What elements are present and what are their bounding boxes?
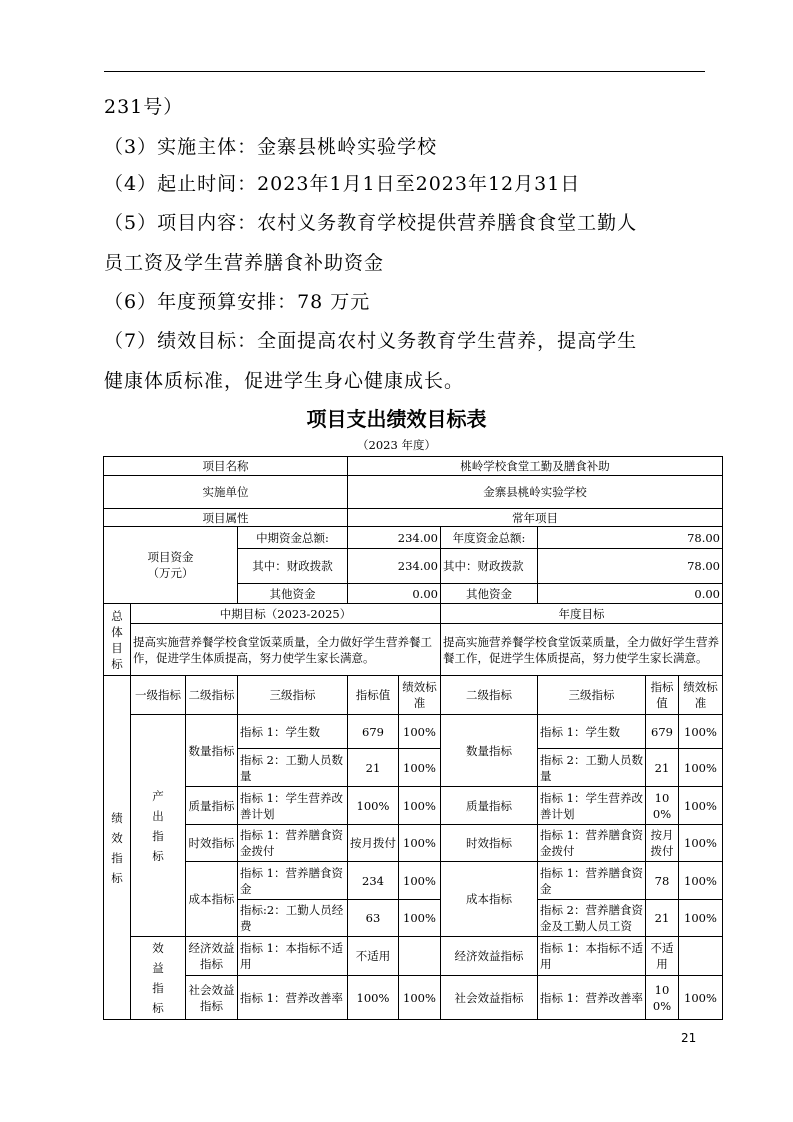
indicator-valueb: 21	[646, 900, 679, 937]
indicator-standard	[399, 937, 441, 976]
paragraph-line-1: 231号）	[104, 96, 184, 118]
header-standard: 绩效标准	[399, 676, 441, 715]
indicator-value: 按月拨付	[348, 825, 399, 862]
indicator-standardb: 100%	[679, 715, 723, 749]
project-name-label: 项目名称	[104, 457, 348, 476]
indicator-standard: 100%	[399, 825, 441, 862]
indicator-l3b: 指标 1：营养膳食资金拨付	[538, 825, 646, 862]
benefit-label-text: 效益指标	[152, 941, 164, 1015]
mid-goal-text: 提高实施营养餐学校食堂饭菜质量，全力做好学生营养餐工作，促进学生体质提高，努力使学生家长满意。	[131, 624, 441, 676]
year-fiscal-value: 78.00	[538, 549, 723, 584]
year-other-value: 0.00	[538, 584, 723, 604]
indicator-standard: 100%	[399, 787, 441, 825]
page-number: 21	[681, 1031, 697, 1045]
output-label-text: 产出指标	[152, 788, 164, 863]
indicator-l3: 指标 2：工勤人员数量	[238, 749, 348, 787]
mid-fiscal-label: 其中：财政拨款	[238, 549, 348, 584]
paragraph-budget: （6）年度预算安排：78 万元	[104, 291, 371, 313]
indicators-label-text: 绩效指标	[111, 810, 123, 885]
benefit-label	[131, 937, 186, 1020]
indicator-l3: 指标 1：营养改善率	[238, 976, 348, 1020]
header-l2b: 二级指标	[441, 676, 538, 715]
indicator-value: 679	[348, 715, 399, 749]
attr-label: 项目属性	[104, 509, 348, 527]
indicator-standardb: 100%	[679, 862, 723, 900]
indicator-standard: 100%	[399, 862, 441, 900]
indicator-standardb: 100%	[679, 900, 723, 937]
indicator-valueb: 100%	[646, 976, 679, 1020]
indicator-standard: 100%	[399, 715, 441, 749]
mid-total-value: 234.00	[348, 527, 441, 549]
attr-value: 常年项目	[348, 509, 723, 527]
indicator-standardb: 100%	[679, 976, 723, 1020]
paragraph-goal-cont: 健康体质标准，促进学生身心健康成长。	[104, 370, 465, 392]
indicator-standardb: 100%	[679, 825, 723, 862]
cost-label-b: 成本指标	[441, 862, 538, 937]
table-title: 项目支出绩效目标表	[306, 407, 487, 431]
econ-label-b: 经济效益指标	[441, 937, 538, 976]
indicator-l3: 指标 1：营养膳食资金拨付	[238, 825, 348, 862]
indicator-standardb	[679, 937, 723, 976]
indicator-l3b: 指标 1：学生数	[538, 715, 646, 749]
indicator-l3b: 指标 1：营养膳食资金	[538, 862, 646, 900]
social-label: 社会效益指标	[186, 976, 238, 1020]
indicator-l3b: 指标 2：工勤人员数量	[538, 749, 646, 787]
indicator-standardb: 100%	[679, 787, 723, 825]
indicator-value: 不适用	[348, 937, 399, 976]
year-total-label: 年度资金总额:	[441, 527, 538, 549]
indicator-l3b: 指标 1：学生营养改善计划	[538, 787, 646, 825]
year-goal-header: 年度目标	[441, 604, 723, 624]
social-label-b: 社会效益指标	[441, 976, 538, 1020]
header-standardb: 绩效标准	[679, 676, 723, 715]
indicator-value: 234	[348, 862, 399, 900]
indicator-l3: 指标:2：工勤人员经费	[238, 900, 348, 937]
paragraph-period: （4）起止时间：2023年1月1日至2023年12月31日	[104, 173, 581, 195]
indicators-label	[104, 676, 131, 1020]
quality-label: 质量指标	[186, 787, 238, 825]
time-label-b: 时效指标	[441, 825, 538, 862]
header-valueb: 指标值	[646, 676, 679, 715]
indicator-valueb: 78	[646, 862, 679, 900]
paragraph-goal: （7）绩效目标：全面提高农村义务教育学生营养，提高学生	[104, 330, 638, 352]
mid-total-label: 中期资金总额:	[238, 527, 348, 549]
indicator-valueb: 21	[646, 749, 679, 787]
table-subtitle: （2023 年度）	[357, 438, 436, 452]
indicator-valueb: 不适用	[646, 937, 679, 976]
paragraph-content: （5）项目内容：农村义务教育学校提供营养膳食食堂工勤人	[104, 212, 638, 234]
paragraph-content-cont: 员工资及学生营养膳食补助资金	[104, 252, 385, 274]
indicator-l3b: 指标 1：本指标不适用	[538, 937, 646, 976]
indicator-value: 21	[348, 749, 399, 787]
unit-value: 金寨县桃岭实验学校	[348, 476, 723, 509]
header-l3: 三级指标	[238, 676, 348, 715]
header-l1: 一级指标	[131, 676, 186, 715]
quantity-label-b: 数量指标	[441, 715, 538, 787]
quantity-label: 数量指标	[186, 715, 238, 787]
indicator-l3: 指标 1：本指标不适用	[238, 937, 348, 976]
indicator-l3: 指标 1：营养膳食资金	[238, 862, 348, 900]
year-other-label: 其他资金	[441, 584, 538, 604]
paragraph-implementer: （3）实施主体：金寨县桃岭实验学校	[104, 136, 438, 158]
indicator-value: 100%	[348, 787, 399, 825]
year-total-value: 78.00	[538, 527, 723, 549]
project-name-value: 桃岭学校食堂工勤及膳食补助	[348, 457, 723, 476]
mid-goal-header: 中期目标（2023-2025）	[131, 604, 441, 624]
mid-other-value: 0.00	[348, 584, 441, 604]
econ-label: 经济效益指标	[186, 937, 238, 976]
goals-label	[104, 604, 131, 676]
indicator-l3b: 指标 2：营养膳食资金及工勤人员工资	[538, 900, 646, 937]
mid-fiscal-value: 234.00	[348, 549, 441, 584]
time-label: 时效指标	[186, 825, 238, 862]
year-fiscal-label: 其中：财政拨款	[441, 549, 538, 584]
indicator-valueb: 100%	[646, 787, 679, 825]
header-l3b: 三级指标	[538, 676, 646, 715]
header-value: 指标值	[348, 676, 399, 715]
indicator-standard: 100%	[399, 976, 441, 1020]
indicator-standardb: 100%	[679, 749, 723, 787]
indicator-value: 100%	[348, 976, 399, 1020]
funds-label: 项目资金 （万元）	[104, 527, 238, 604]
header-l2: 二级指标	[186, 676, 238, 715]
quality-label-b: 质量指标	[441, 787, 538, 825]
goals-label-text: 总体目标	[111, 608, 123, 671]
indicator-l3b: 指标 1：营养改善率	[538, 976, 646, 1020]
indicator-valueb: 679	[646, 715, 679, 749]
indicator-standard: 100%	[399, 749, 441, 787]
mid-other-label: 其他资金	[238, 584, 348, 604]
indicator-value: 63	[348, 900, 399, 937]
year-goal-text: 提高实施营养餐学校食堂饭菜质量，全力做好学生营养餐工作，促进学生体质提高，努力使学生家长满意。	[441, 624, 723, 676]
indicator-l3: 指标 1：学生营养改善计划	[238, 787, 348, 825]
indicator-standard: 100%	[399, 900, 441, 937]
indicator-l3: 指标 1：学生数	[238, 715, 348, 749]
performance-table	[103, 456, 723, 1020]
header-rule	[104, 71, 705, 72]
unit-label: 实施单位	[104, 476, 348, 509]
indicator-valueb: 按月拨付	[646, 825, 679, 862]
cost-label: 成本指标	[186, 862, 238, 937]
output-label	[131, 715, 186, 937]
